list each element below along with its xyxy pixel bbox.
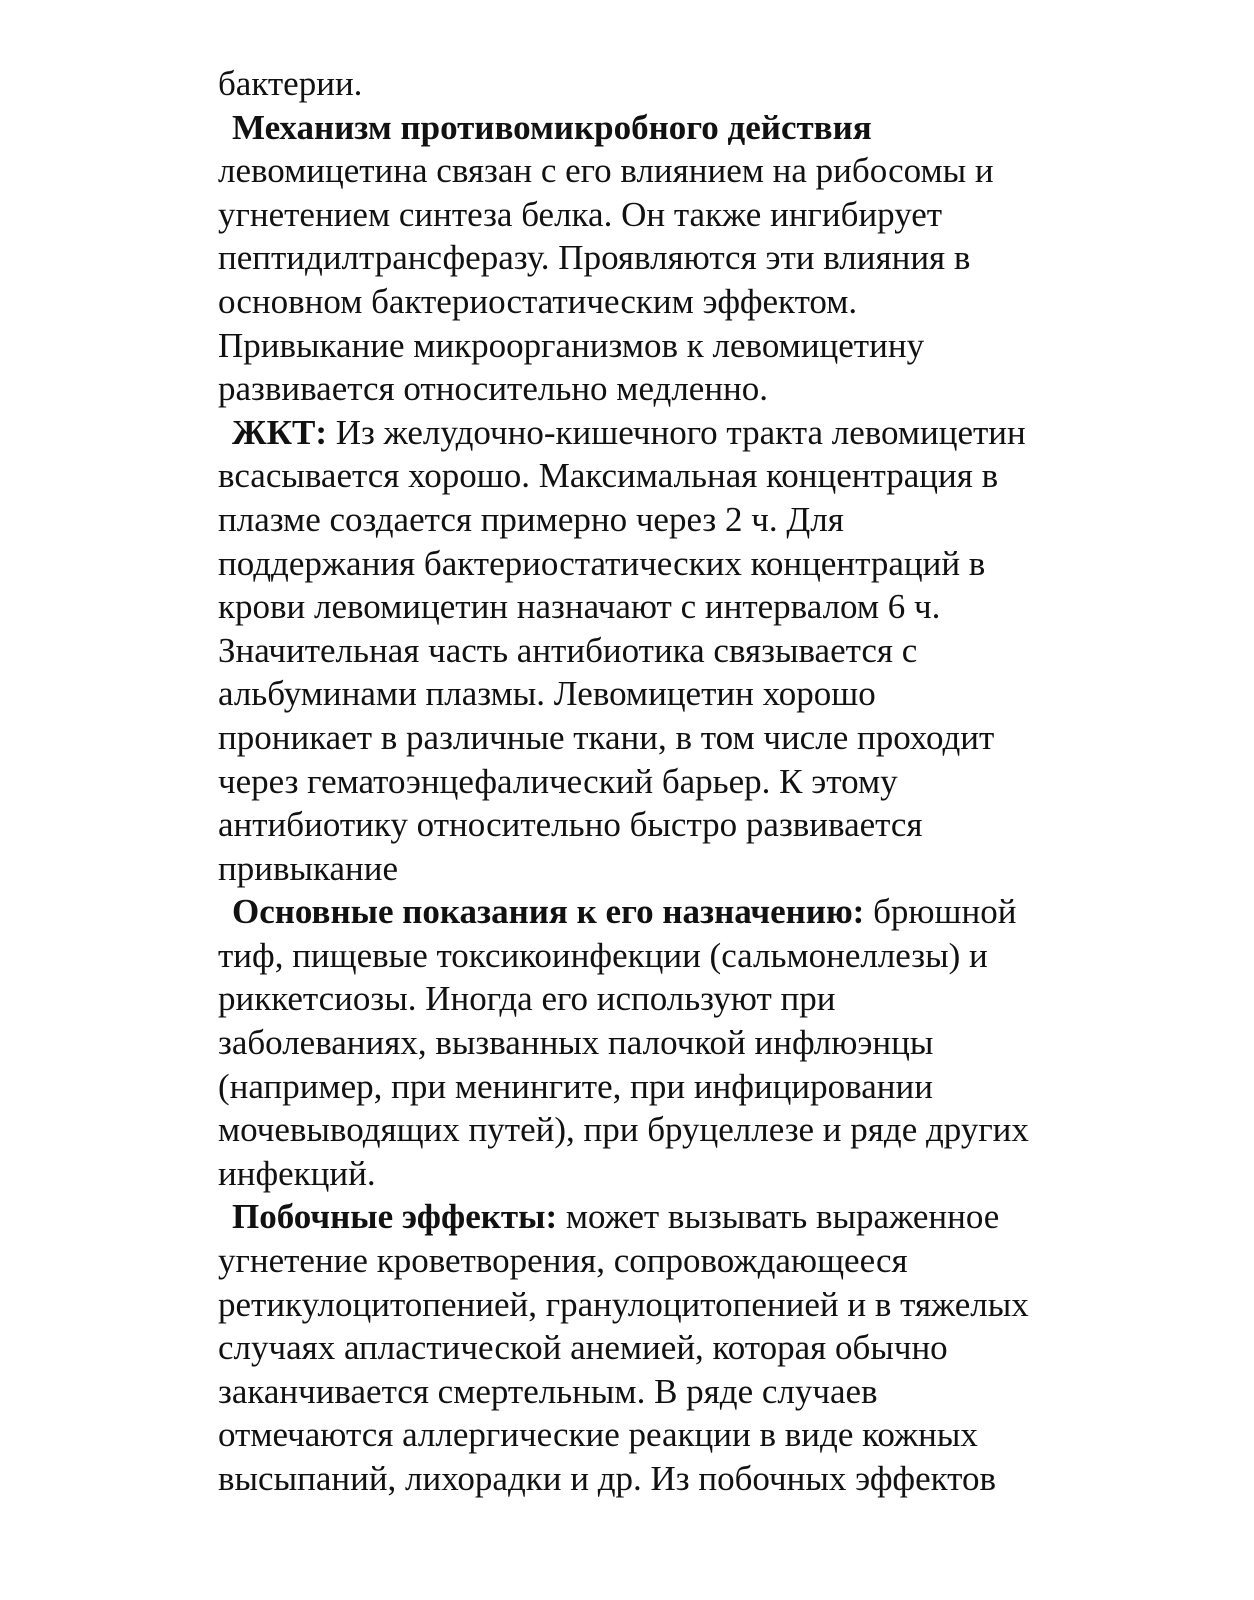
paragraph-side-effects <box>218 1195 1098 1500</box>
paragraph-first-line-text: брюшной <box>864 892 1017 932</box>
text-line: проникает в различные ткани, в том числе проходит <box>218 717 995 757</box>
text-line: Привыкание микроорганизмов к левомицетину <box>218 325 925 365</box>
text-line: альбуминами плазмы. Левомицетин хорошо <box>218 674 876 714</box>
paragraph-heading: Основные показания к его назначению: <box>232 892 865 932</box>
text-line: тиф, пищевые токсикоинфекции (сальмонеллезы) и <box>218 935 988 975</box>
text-line: угнетение кроветворения, сопровождающееся <box>218 1241 908 1281</box>
paragraph-first-line-text: Из желудочно-кишечного тракта левомицетин <box>327 412 1026 452</box>
paragraph-heading: Механизм противомикробного действия <box>232 107 872 147</box>
text-line: ретикулоцитопенией, гранулоцитопенией и в тяжелых <box>218 1284 1029 1324</box>
paragraph-first-line-text: может вызывать выраженное <box>557 1197 1000 1237</box>
paragraph-gi-tract <box>218 411 1098 891</box>
text-line: инфекций. <box>218 1153 376 1193</box>
text-line: (например, при менингите, при инфицировании <box>218 1066 933 1106</box>
paragraph-heading: Побочные эффекты: <box>232 1197 558 1237</box>
text-line: случаях апластической анемией, которая обычно <box>218 1328 948 1368</box>
text-line: поддержания бактериостатических концентраций в <box>218 543 986 583</box>
text-line: привыкание <box>218 848 399 888</box>
text-line: развивается относительно медленно. <box>218 369 769 409</box>
text-line: антибиотику относительно быстро развивается <box>218 805 923 845</box>
document-page <box>218 62 1098 1501</box>
text-line: риккетсиозы. Иногда его используют при <box>218 979 836 1019</box>
text-line: заканчивается смертельным. В ряде случаев <box>218 1371 878 1411</box>
text-line: Значительная часть антибиотика связывается с <box>218 630 918 670</box>
text-line: через гематоэнцефалический барьер. К этому <box>218 761 898 801</box>
paragraph-mechanism <box>218 106 1098 411</box>
text-line: основном бактериостатическим эффектом. <box>218 281 858 321</box>
paragraph-heading: ЖКТ: <box>232 412 327 452</box>
text-line: пептидилтрансферазу. Проявляются эти влияния в <box>218 238 971 278</box>
paragraph-indications <box>218 890 1098 1195</box>
text-line: плазме создается примерно через 2 ч. Для <box>218 499 844 539</box>
text-line: мочевыводящих путей), при бруцеллезе и ряде других <box>218 1110 1029 1150</box>
text-line: левомицетина связан с его влиянием на рибосомы и <box>218 151 994 191</box>
paragraph-intro-end <box>218 62 1098 106</box>
text-line: заболеваниях, вызванных палочкой инфлюэнцы <box>218 1023 934 1063</box>
text-line: бактерии. <box>218 64 363 103</box>
text-line: крови левомицетин назначают с интервалом 6 ч. <box>218 587 941 627</box>
paragraph-first-line <box>218 1195 1098 1239</box>
text-line: угнетением синтеза белка. Он также ингибирует <box>218 194 943 234</box>
paragraph-first-line <box>218 890 1098 934</box>
text-line: всасывается хорошо. Максимальная концентрация в <box>218 456 999 496</box>
text-line: отмечаются аллергические реакции в виде кожных <box>218 1415 978 1455</box>
paragraph-heading-line <box>218 106 1098 150</box>
paragraph-first-line <box>218 411 1098 455</box>
text-line: высыпаний, лихорадки и др. Из побочных эффектов <box>218 1459 997 1498</box>
